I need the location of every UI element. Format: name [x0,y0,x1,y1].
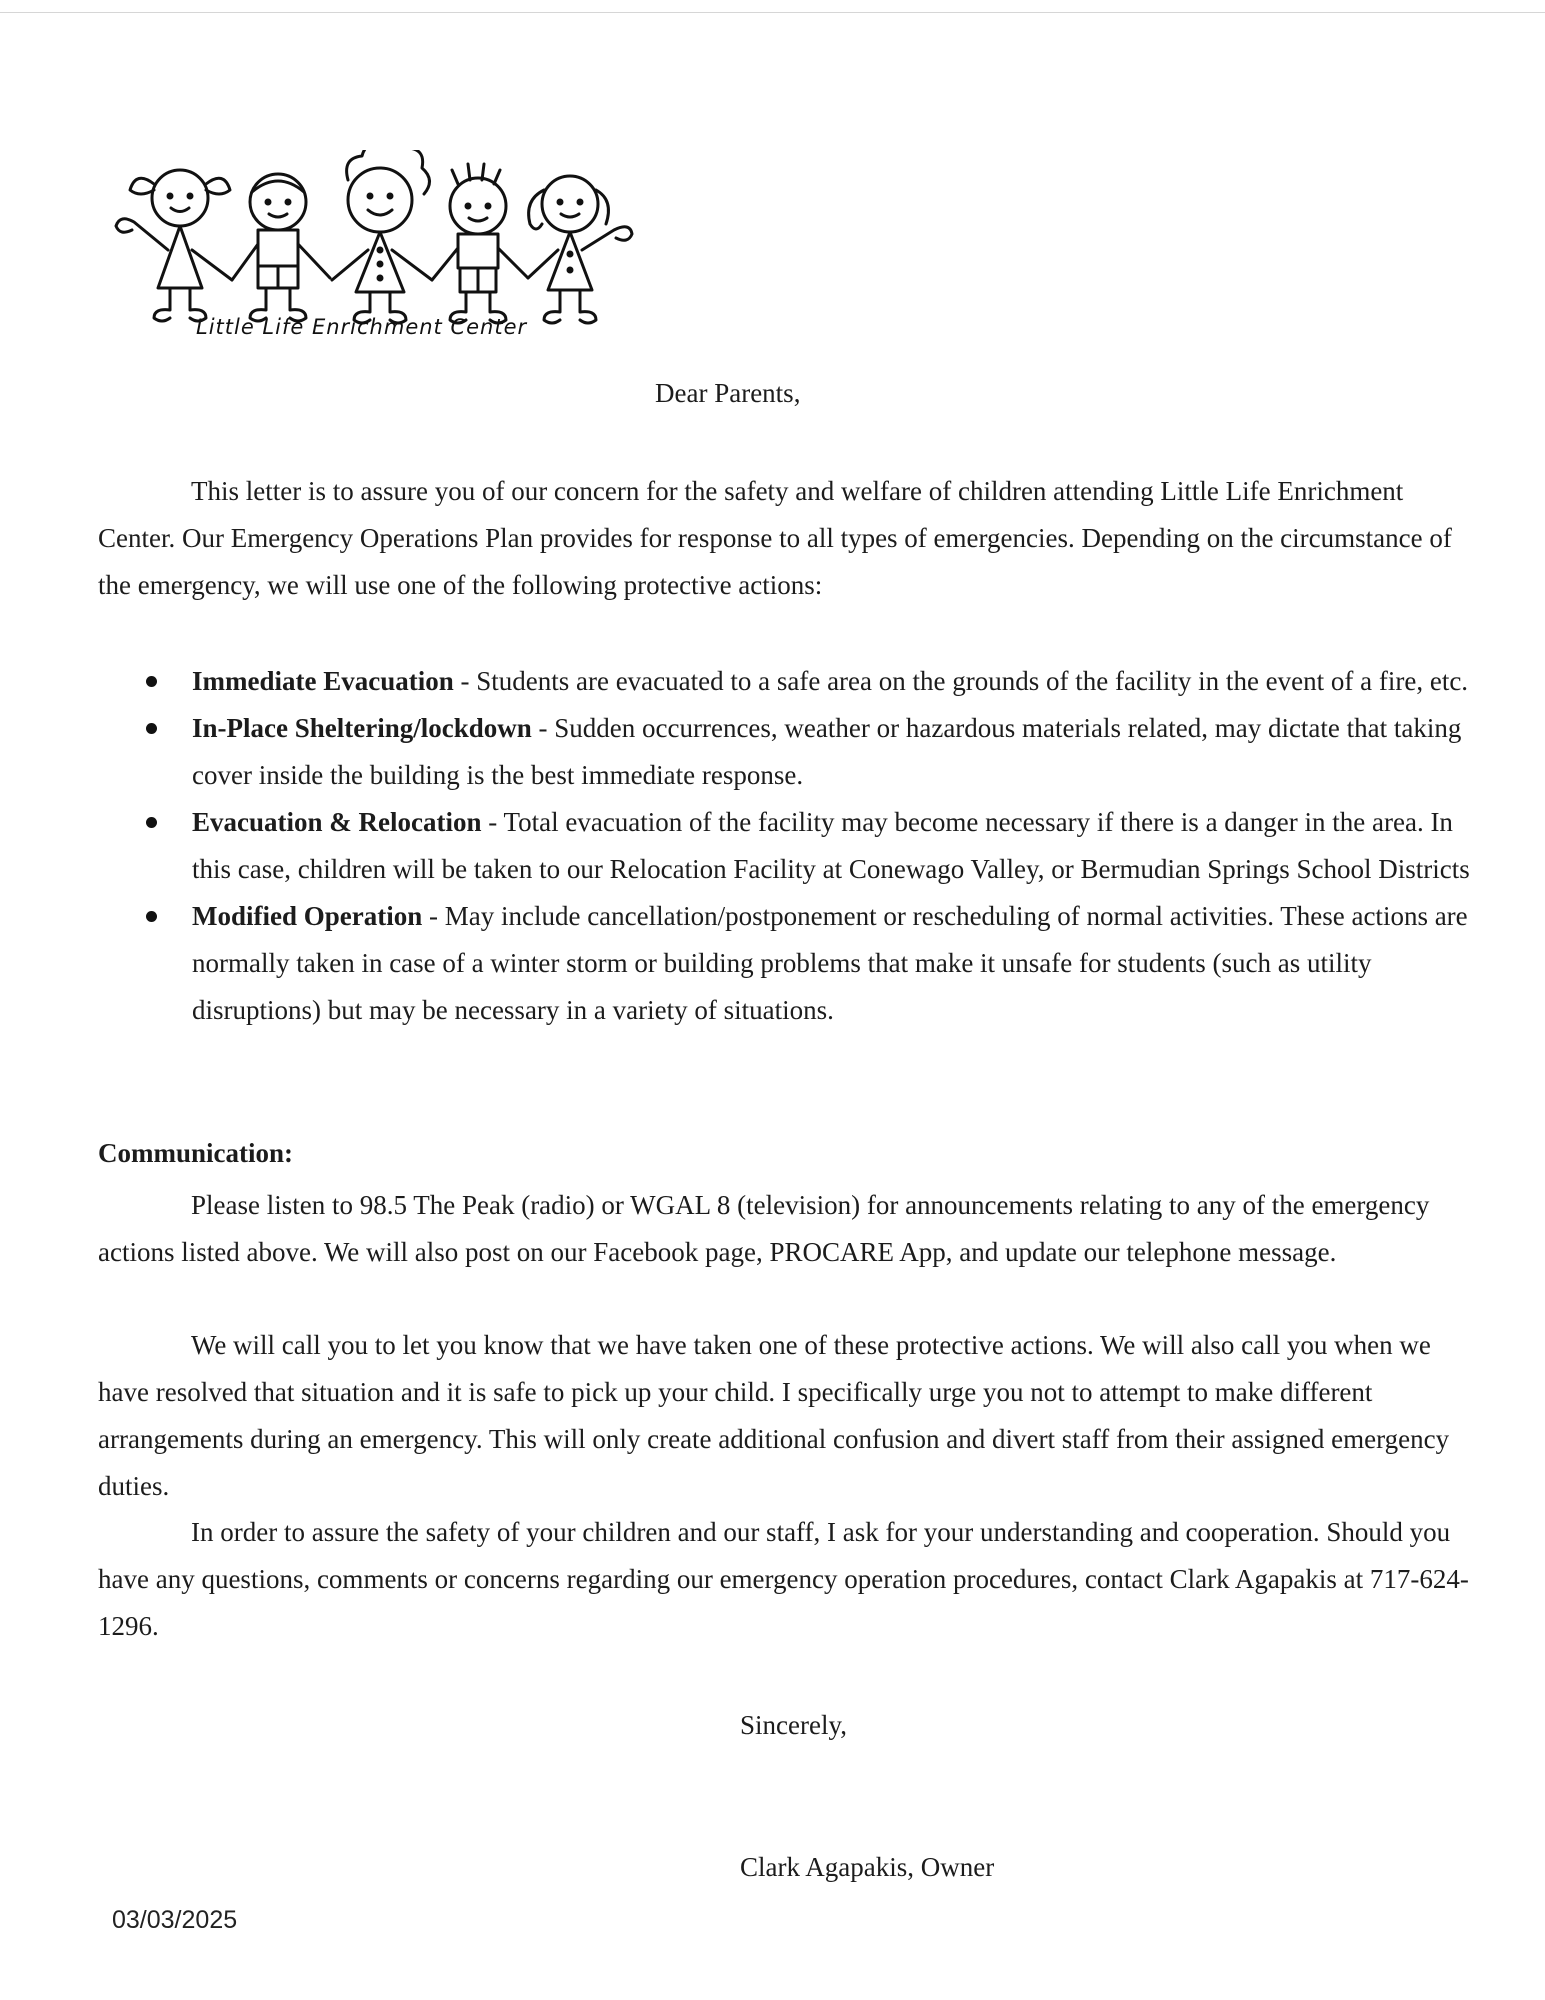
letter-closing: Sincerely, [740,1710,847,1740]
communication-heading: Communication: [98,1138,293,1168]
communication-paragraph: In order to assure the safety of your children and our staff, I ask for your understanding and cooperation. Should you have any questions, comments or concerns regarding our emergency operation procedures, contact Clark Agapakis at 717-624-1296. [98,1517,1469,1641]
communication-paragraph: We will call you to let you know that we have taken one of these protective actions. We will also call you when we have resolved that situation and it is safe to pick up your child. I specifically urge you not to attempt to make different arrangements during an emergency. This will only create additional confusion and divert staff from their assigned emergency duties. [98,1330,1450,1501]
date-stamp: 03/03/2025 [112,1906,238,1934]
list-item [98,658,1478,705]
list-item [98,705,1478,799]
signature-line: Clark Agapakis, Owner [740,1852,995,1882]
letter-greeting: Dear Parents, [655,378,801,408]
logo-caption: Little Life Enrichment Center [196,315,528,339]
action-description: - Sudden occurrences, weather or hazardous materials related, may dictate that taking cover inside the building is the best immediate response. [192,713,1462,790]
protective-actions-list [98,658,1478,1034]
action-title: Modified Operation [192,901,423,931]
communication-paragraph: Please listen to 98.5 The Peak (radio) or WGAL 8 (television) for announcements relating to any of the emergency actions listed above. We will also post on our Facebook page, PROCARE App, and update our telephone message. [98,1190,1430,1267]
bullet-icon [146,817,157,828]
action-title: In-Place Sheltering/lockdown [192,713,532,743]
list-item [98,893,1478,1034]
action-description: - Students are evacuated to a safe area on the grounds of the facility in the event of a fire, etc. [453,666,1469,696]
action-title: Immediate Evacuation [192,666,454,696]
bullet-icon [146,911,157,922]
list-item [98,799,1478,893]
action-description: - May include cancellation/postponement or rescheduling of normal activities. These actions are normally taken in case of a winter storm or building problems that make it unsafe for students (such as utility disruptions) but may be necessary in a variety of situations. [192,901,1468,1025]
scan-edge-line [0,12,1545,13]
intro-paragraph: This letter is to assure you of our concern for the safety and welfare of children attending Little Life Enrichment Center. Our Emergency Operations Plan provides for response to all types of emergencies. Depending on the circumstance of the emergency, we will use one of the following protective actions: [98,476,1452,600]
action-title: Evacuation & Relocation [192,807,482,837]
bullet-icon [146,676,157,687]
bullet-icon [146,723,157,734]
action-description: - Total evacuation of the facility may become necessary if there is a danger in the area. In this case, children will be taken to our Relocation Facility at Conewago Valley, or Bermudian Springs School Districts [192,807,1470,884]
